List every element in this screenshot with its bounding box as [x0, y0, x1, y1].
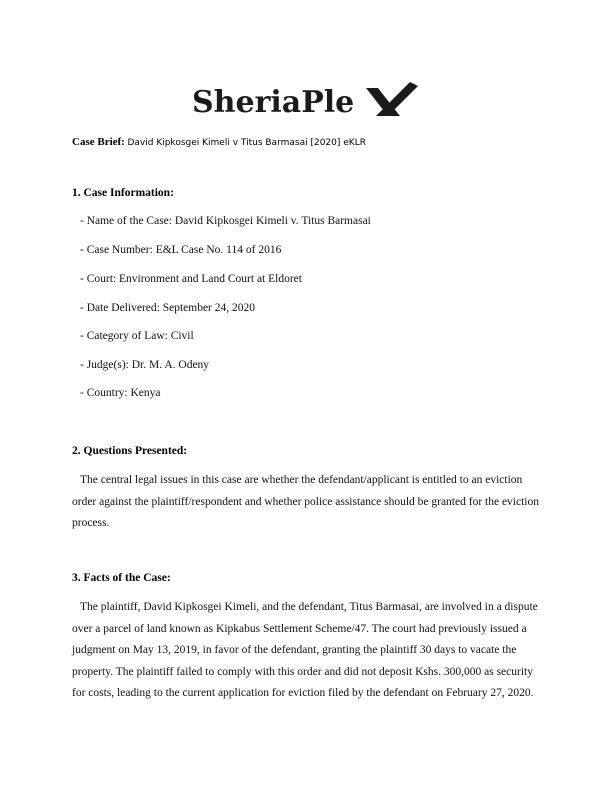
case-info-country: - Country: Kenya	[80, 387, 161, 399]
case-brief-title: David Kipkosgei Kimeli v Titus Barmasai [2020] eKLR	[127, 138, 366, 148]
case-info-date: - Date Delivered: September 24, 2020	[80, 302, 255, 314]
questions-presented-body: The central legal issues in this case are whether the defendant/applicant is entitled to an eviction order against the plaintiff/respondent and whether police assistance should be granted for the eviction process.	[72, 474, 539, 529]
facts-body: The plaintiff, David Kipkosgei Kimeli, and the defendant, Titus Barmasai, are involved in a dispute over a parcel of land known as Kipkabus Settlement Scheme/47. The court had previously issued a judgment on May 13, 2019, in favor of the defendant, granting the plaintiff 30 days to vacate the property. The plaintiff failed to comply with this order and did not deposit Kshs. 300,000 as security for costs, leading to the current application for eviction filed by the defendant on February 27, 2020.	[72, 601, 538, 699]
section-heading-case-information: 1. Case Information:	[72, 187, 174, 199]
sheriaplex-logo	[190, 76, 420, 124]
case-brief-label: Case Brief:	[72, 136, 125, 148]
case-brief-line	[72, 136, 366, 148]
case-info-judges: - Judge(s): Dr. M. A. Odeny	[80, 359, 210, 371]
section-heading-facts: 3. Facts of the Case:	[72, 572, 171, 584]
case-info-court: - Court: Environment and Land Court at Eldoret	[80, 273, 302, 285]
case-info-name: - Name of the Case: David Kipkosgei Kimeli v. Titus Barmasai	[80, 215, 371, 227]
case-info-category: - Category of Law: Civil	[80, 330, 194, 342]
section-heading-questions-presented: 2. Questions Presented:	[72, 445, 188, 457]
logo-wordmark: SheriaPle	[192, 85, 355, 120]
case-info-number: - Case Number: E&L Case No. 114 of 2016	[80, 244, 282, 256]
x-mark-icon	[366, 82, 418, 116]
